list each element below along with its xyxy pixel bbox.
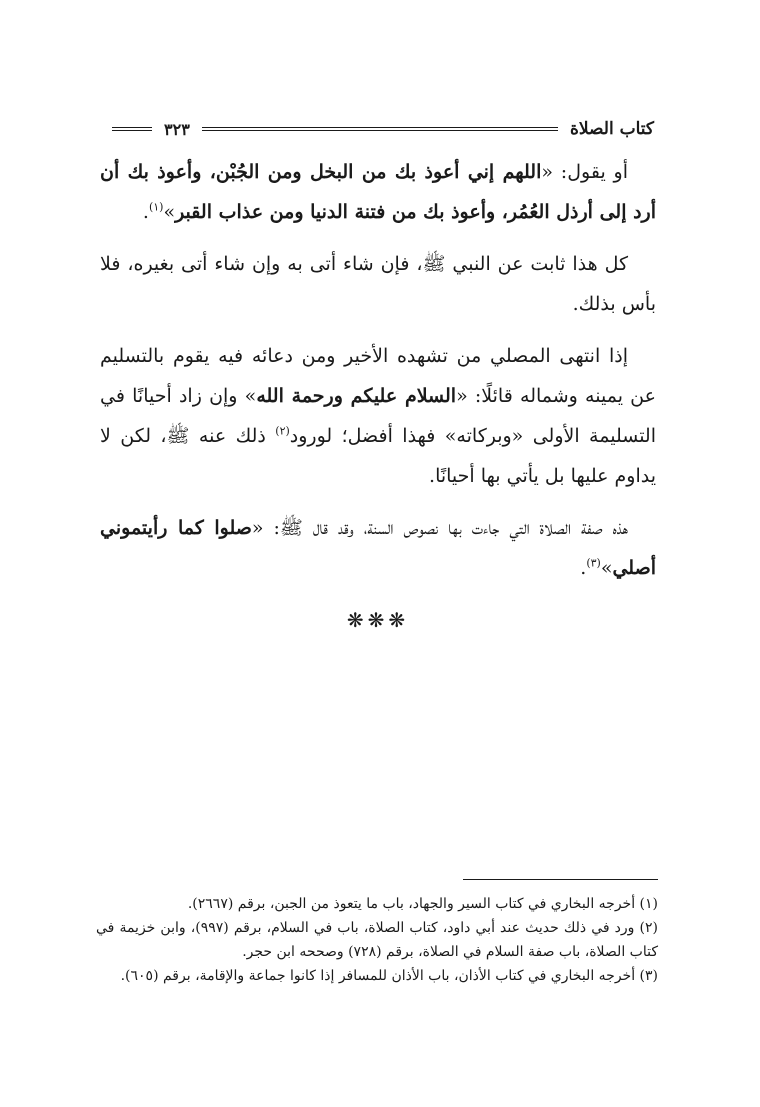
main-text [100,152,656,640]
tasleem-salam: السلام عليكم ورحمة الله [256,385,457,407]
dua-text: اللهم إني أعوذ بك من البخل ومن الجُبْن، وأعوذ بك أن أرد إلى أرذل العُمُر، وأعوذ بك من فتنة الدنيا ومن عذاب القبر [100,161,656,223]
tasleem-part1: إذا انتهى المصلي من تشهده الأخير ومن دعائه فيه يقوم بالتسليم عن يمينه وشماله قائلًا: « [100,345,656,407]
footnote-3: (٣) أخرجه البخاري في كتاب الأذان، باب الأذان للمسافر إذا كانوا جماعة والإقامة، برقم (٦٠٥). [120,968,658,984]
footnote-2: (٢) ورد في ذلك حديث عند أبي داود، كتاب الصلاة، باب في السلام، برقم (٩٩٧)، وابن خزيمة في كتاب الصلاة، باب صفة السلام في الصلاة، برقم (٧٢٨) وصححه ابن حجر. [96,920,658,960]
footnote-separator [463,879,658,880]
tasleem-part2: » وإن زاد أحيانًا في التسليمة الأولى «وبركاته» فهذا أفضل؛ لورود [100,385,656,447]
header-title: كتاب الصلاة [569,119,654,139]
tasleem-part3: ذلك عنه ﷺ، لكن لا يداوم عليها بل يأتي بها أحيانًا. [100,425,656,487]
dua-end: . [142,201,149,223]
header-rule [202,127,558,131]
conclusion-part1: هذه صفة الصلاة التي جاءت بها نصوص السنة، وقد قال ﷺ: « [251,517,628,539]
paragraph-all-authentic: كل هذا ثابت عن النبي ﷺ، فإن شاء أتى به وإن شاء أتى بغيره، فلا بأس بذلك. [100,253,656,315]
paragraph-conclusion [100,508,656,588]
paragraph-tasleem [100,336,656,496]
footnote-ref-1[interactable]: (١) [148,200,164,214]
footnote-ref-3[interactable]: (٣) [586,556,601,570]
conclusion-end: . [580,557,587,579]
conclusion-close: » [600,557,613,579]
running-header [108,114,654,144]
footnote-1: (١) أخرجه البخاري في كتاب السير والجهاد، باب ما يتعوذ من الجبن، برقم (٢٦٦٧). [187,896,658,912]
section-ornament: ❋❋❋ [346,608,410,632]
dua-lead: أو يقول: « [541,161,628,183]
footnote-ref-2[interactable]: (٢) [275,424,290,438]
paragraph-dua [100,152,656,232]
page-number: ٣٢٣ [164,119,190,139]
header-rule-end [112,127,152,131]
dua-close: » [163,201,176,223]
footnotes [96,892,658,988]
conclusion-quote: صلوا كما رأيتموني أصلي [100,517,656,579]
